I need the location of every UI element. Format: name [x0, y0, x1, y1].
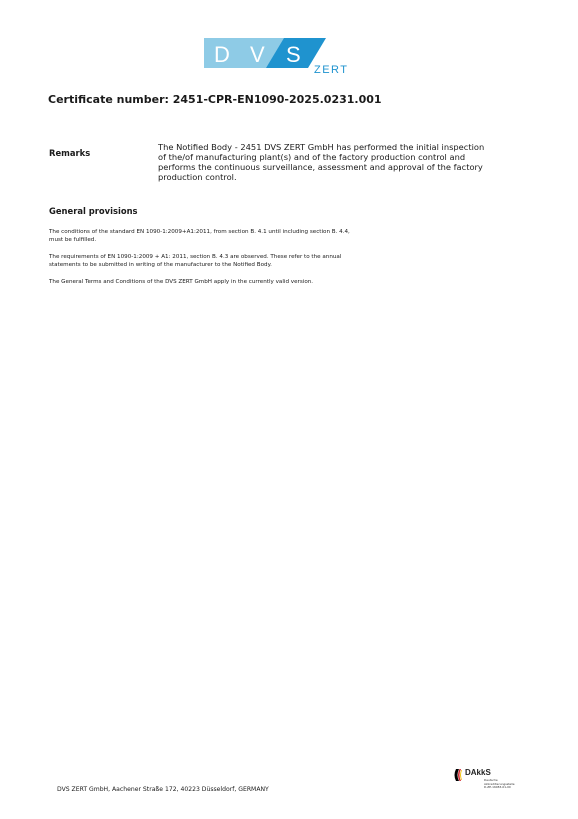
provision-paragraph — [49, 254, 449, 269]
remarks-label: Remarks — [49, 148, 91, 158]
logo-letter-d: D — [214, 42, 236, 67]
remarks-text — [158, 142, 508, 182]
dakks-subline: Akkreditierungsstelle — [484, 781, 515, 786]
certificate-number: Certificate number: 2451-CPR-EN1090-2025.0231.001 — [48, 93, 382, 106]
footer-address: DVS ZERT GmbH, Aachener Straße 172, 40223 Düsseldorf, GERMANY — [57, 786, 269, 793]
logo-word-zert: ZERT — [314, 64, 349, 76]
provision-line: statements to be submitted in writing of the manufacturer to the Notified Body. — [49, 261, 272, 268]
dakks-name: DAkkS — [465, 768, 491, 777]
provision-line: The General Terms and Conditions of the DVS ZERT GmbH apply in the currently valid version. — [49, 279, 314, 285]
remarks-line: performs the continuous surveillance, assessment and approval of the factory — [158, 162, 483, 172]
remarks-line: production control. — [158, 172, 237, 182]
dakks-subline: Deutsche — [484, 778, 498, 782]
general-provisions-label: General provisions — [49, 206, 138, 216]
provision-line: The requirements of EN 1090-1:2009 + A1: 2011, section B. 4.3 are observed. These refer to the annual — [49, 254, 342, 260]
dakks-flag-icon — [453, 769, 462, 781]
provision-paragraph — [49, 229, 449, 244]
logo-letter-s: S — [286, 42, 301, 67]
remarks-line: The Notified Body - 2451 DVS ZERT GmbH has performed the initial inspection — [158, 142, 485, 152]
remarks-line: of the/of manufacturing plant(s) and of the factory production control and — [158, 152, 466, 162]
provision-paragraph — [49, 279, 449, 287]
dvs-zert-logo — [204, 36, 364, 78]
provision-line: The conditions of the standard EN 1090-1:2009+A1:2011, from section B. 4.1 until including section B. 4.4, — [49, 229, 350, 235]
logo-letter-v: V — [250, 42, 265, 67]
dakks-accreditation-mark — [453, 767, 535, 797]
provision-line: must be fulfilled. — [49, 236, 97, 243]
dakks-registration-number: D-ZE-16083-01-00 — [484, 785, 511, 789]
